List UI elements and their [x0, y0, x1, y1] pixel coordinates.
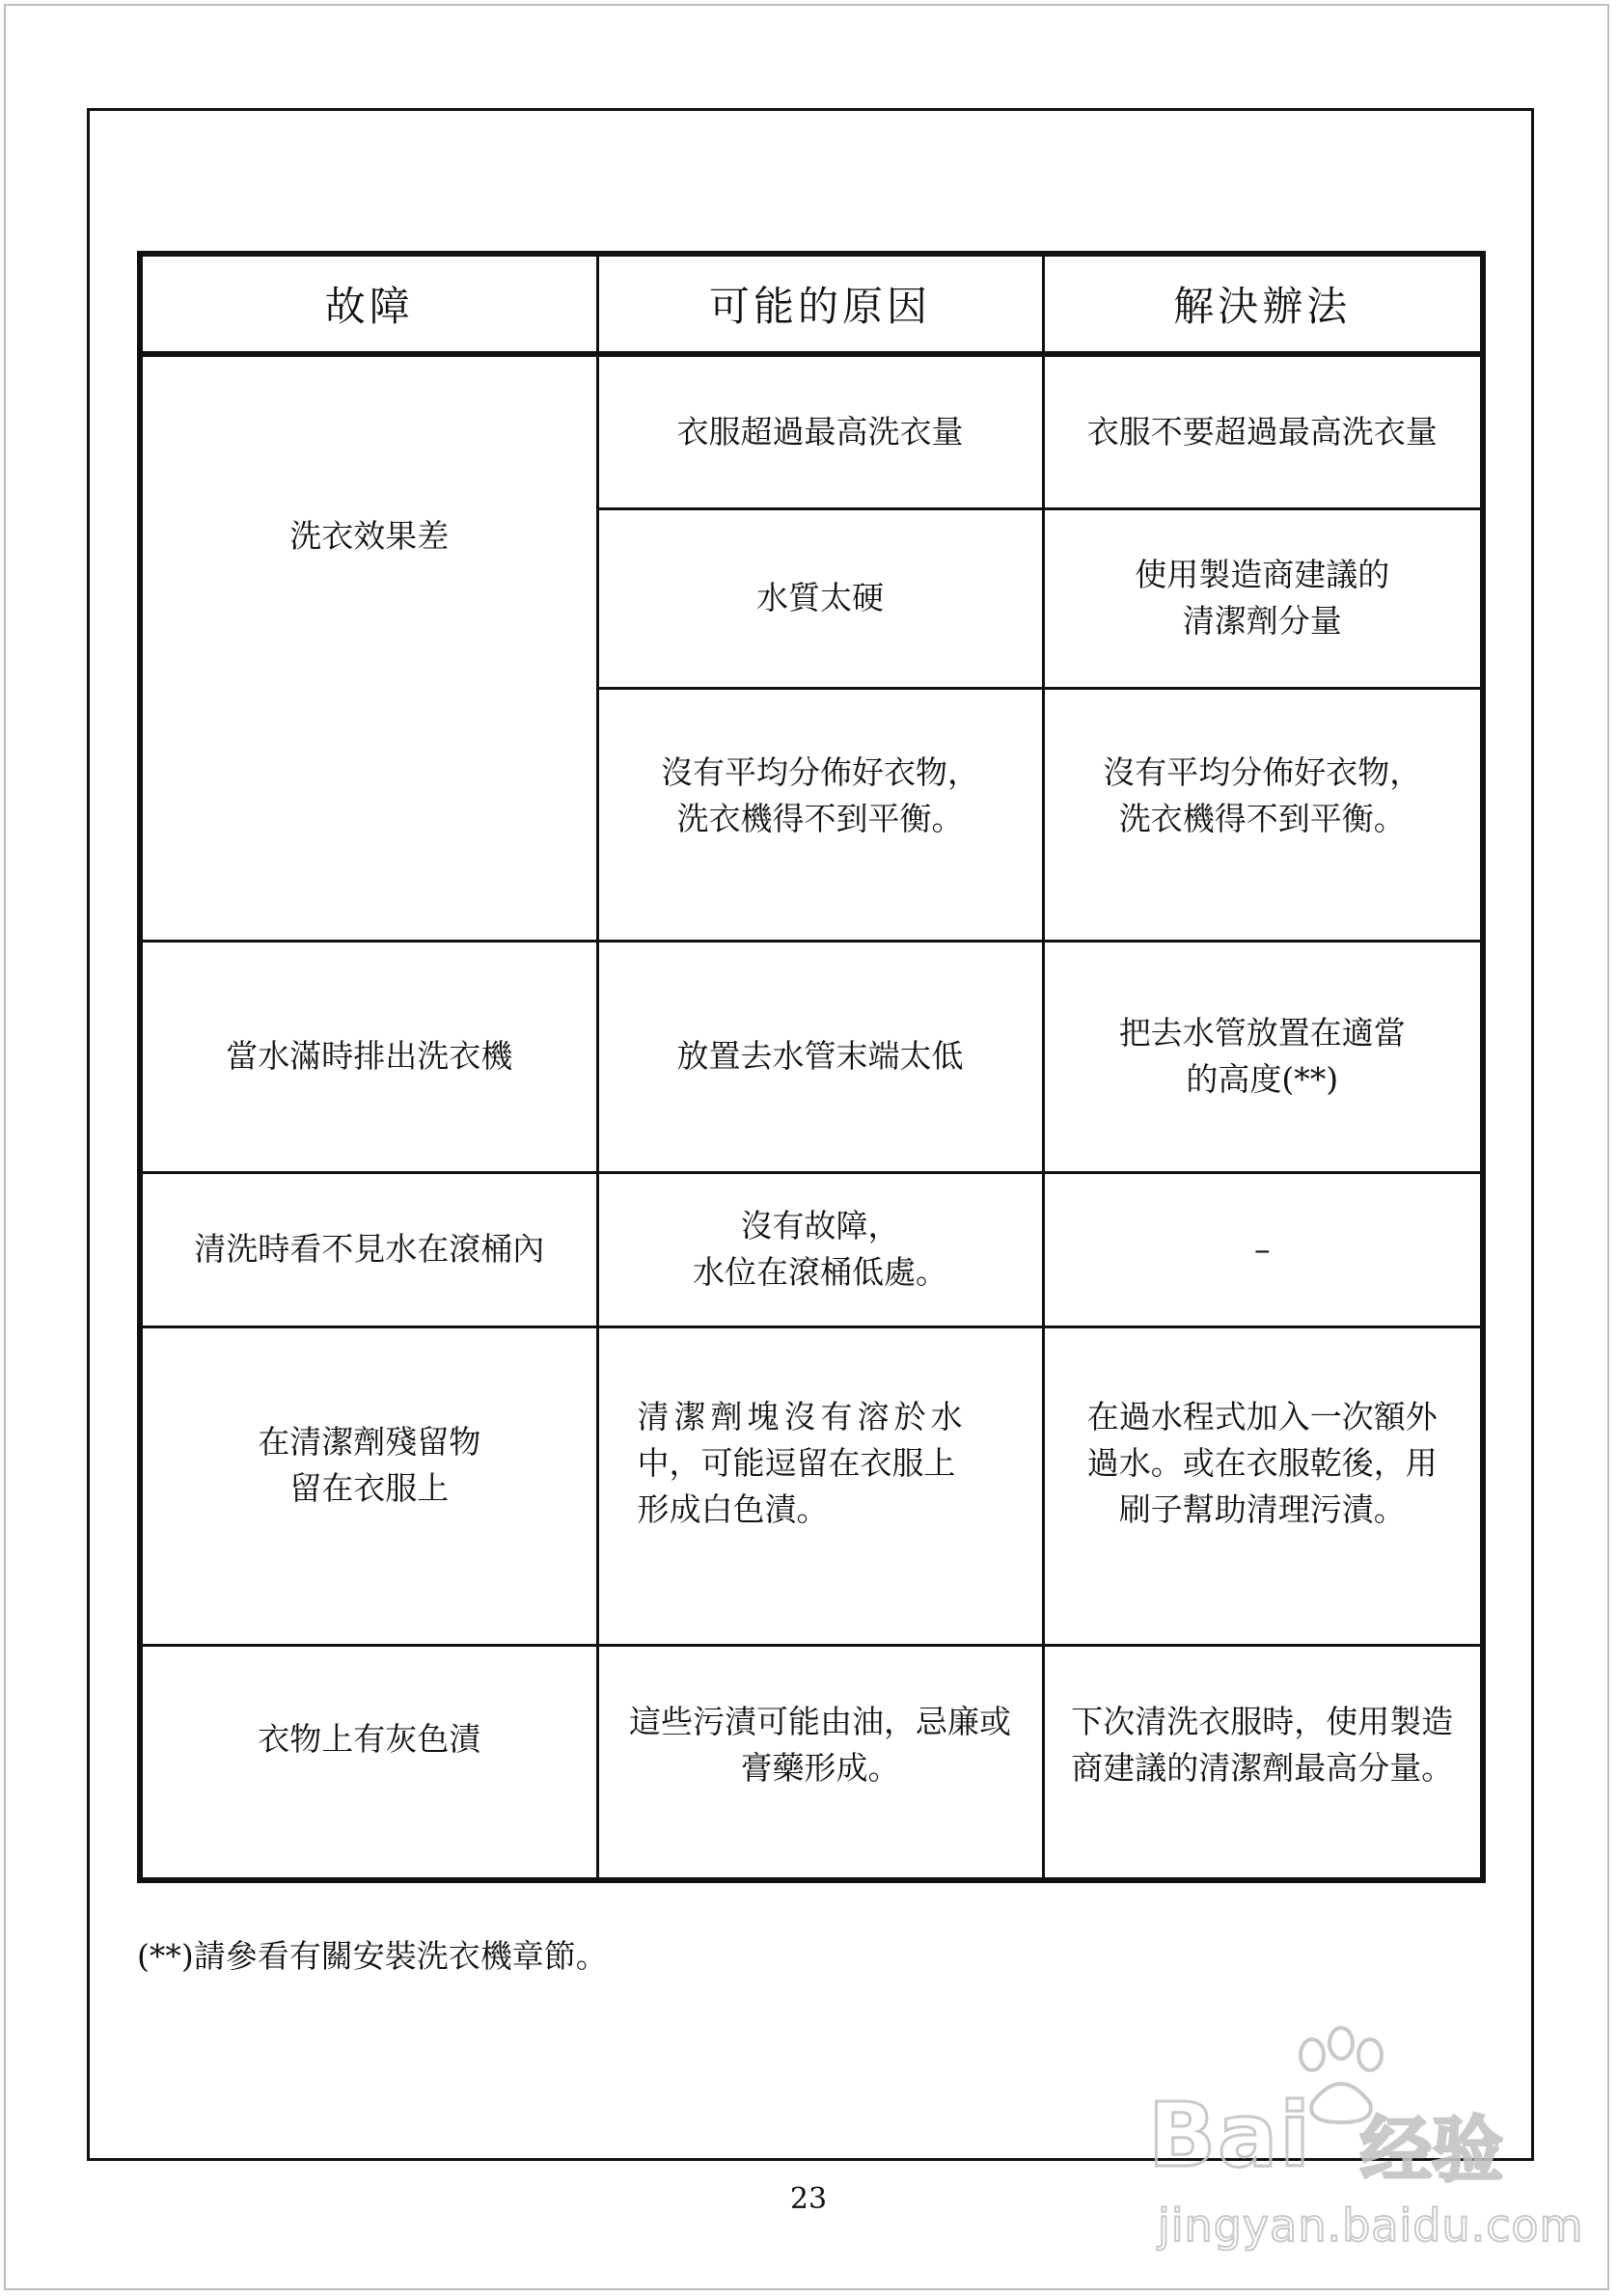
cause-line: 這些污漬可能由油，忌廉或 [629, 1702, 1012, 1740]
fault-text: 清洗時看不見水在滾桶內 [194, 1230, 545, 1268]
watermark-url: jingyan.baidu.com [1158, 2200, 1584, 2252]
solution-line: 使用製造商建議的 [1135, 556, 1390, 593]
solution-line: 在過水程式加入一次額外 [1086, 1397, 1438, 1435]
table-row [140, 1172, 1483, 1326]
solution-line: 的高度(**) [1186, 1060, 1339, 1098]
table-row [140, 941, 1483, 1172]
cause-line: 放置去水管末端太低 [676, 1037, 964, 1075]
fault-text: 當水滿時排出洗衣機 [226, 1037, 513, 1075]
header-cause: 可能的原因 [597, 254, 1043, 354]
fault-cell [140, 1172, 597, 1326]
solution-cell [1043, 688, 1483, 941]
cause-line: 水位在滾桶低處。 [693, 1253, 948, 1291]
baidu-watermark [1138, 2026, 1584, 2267]
solution-line: 過水。或在衣服乾後，用 [1086, 1443, 1438, 1482]
fault-cell [140, 354, 597, 941]
solution-line: 下次清洗衣服時，使用製造 [1071, 1702, 1454, 1740]
cause-line: 衣服超過最高洗衣量 [676, 412, 964, 451]
header-fault: 故障 [140, 254, 597, 354]
fault-cell [140, 1326, 597, 1645]
fault-line: 在清潔劑殘留物 [258, 1422, 481, 1461]
solution-cell [1043, 941, 1483, 1172]
cause-line: 膏藥形成。 [740, 1748, 900, 1787]
cause-cell [597, 688, 1043, 941]
cause-cell [597, 1326, 1043, 1645]
solution-cell [1043, 1172, 1483, 1326]
solution-line: 刷子幫助清理污漬。 [1118, 1490, 1406, 1528]
watermark-brand-cn: 经验 [1360, 2109, 1503, 2192]
fault-line: 留在衣服上 [289, 1468, 450, 1507]
solution-line: 商建議的清潔劑最高分量。 [1071, 1748, 1454, 1787]
solution-cell [1043, 1326, 1483, 1645]
solution-line: 衣服不要超過最高洗衣量 [1086, 412, 1438, 451]
solution-cell [1043, 1645, 1483, 1880]
cause-line: 清潔劑塊沒有溶於水 [637, 1397, 968, 1435]
solution-cell [1043, 508, 1483, 688]
table-header-row [140, 254, 1483, 354]
cause-cell [597, 1172, 1043, 1326]
cause-line: 水質太硬 [756, 579, 885, 616]
table-row [140, 354, 1483, 508]
table-row [140, 1645, 1483, 1880]
cause-cell [597, 941, 1043, 1172]
fault-text: 洗衣效果差 [289, 517, 450, 555]
page-number: 23 [789, 2182, 828, 2216]
troubleshooting-table [137, 251, 1486, 1883]
solution-line: – [1254, 1230, 1271, 1268]
cause-cell [597, 1645, 1043, 1880]
fault-text: 衣物上有灰色漬 [258, 1719, 481, 1758]
solution-line: 沒有平均分佈好衣物， [1103, 752, 1422, 791]
cause-line: 形成白色漬。 [637, 1490, 829, 1528]
fault-cell [140, 941, 597, 1172]
cause-cell [597, 508, 1043, 688]
fault-cell [140, 1645, 597, 1880]
cause-cell [597, 354, 1043, 508]
cause-line: 沒有平均分佈好衣物， [661, 752, 980, 791]
cause-line: 中，可能逗留在衣服上 [637, 1443, 956, 1482]
solution-line: 洗衣機得不到平衡。 [1118, 799, 1406, 837]
solution-line: 把去水管放置在適當 [1118, 1014, 1406, 1052]
cause-line: 洗衣機得不到平衡。 [676, 799, 964, 837]
footnote: (**)請參看有關安裝洗衣機章節。 [137, 1937, 608, 1975]
solution-cell [1043, 354, 1483, 508]
header-solution: 解決辦法 [1043, 254, 1483, 354]
table-row [140, 1326, 1483, 1645]
watermark-brand: Bai [1148, 2084, 1312, 2187]
cause-line: 沒有故障， [740, 1207, 900, 1244]
solution-line: 清潔劑分量 [1182, 602, 1342, 640]
